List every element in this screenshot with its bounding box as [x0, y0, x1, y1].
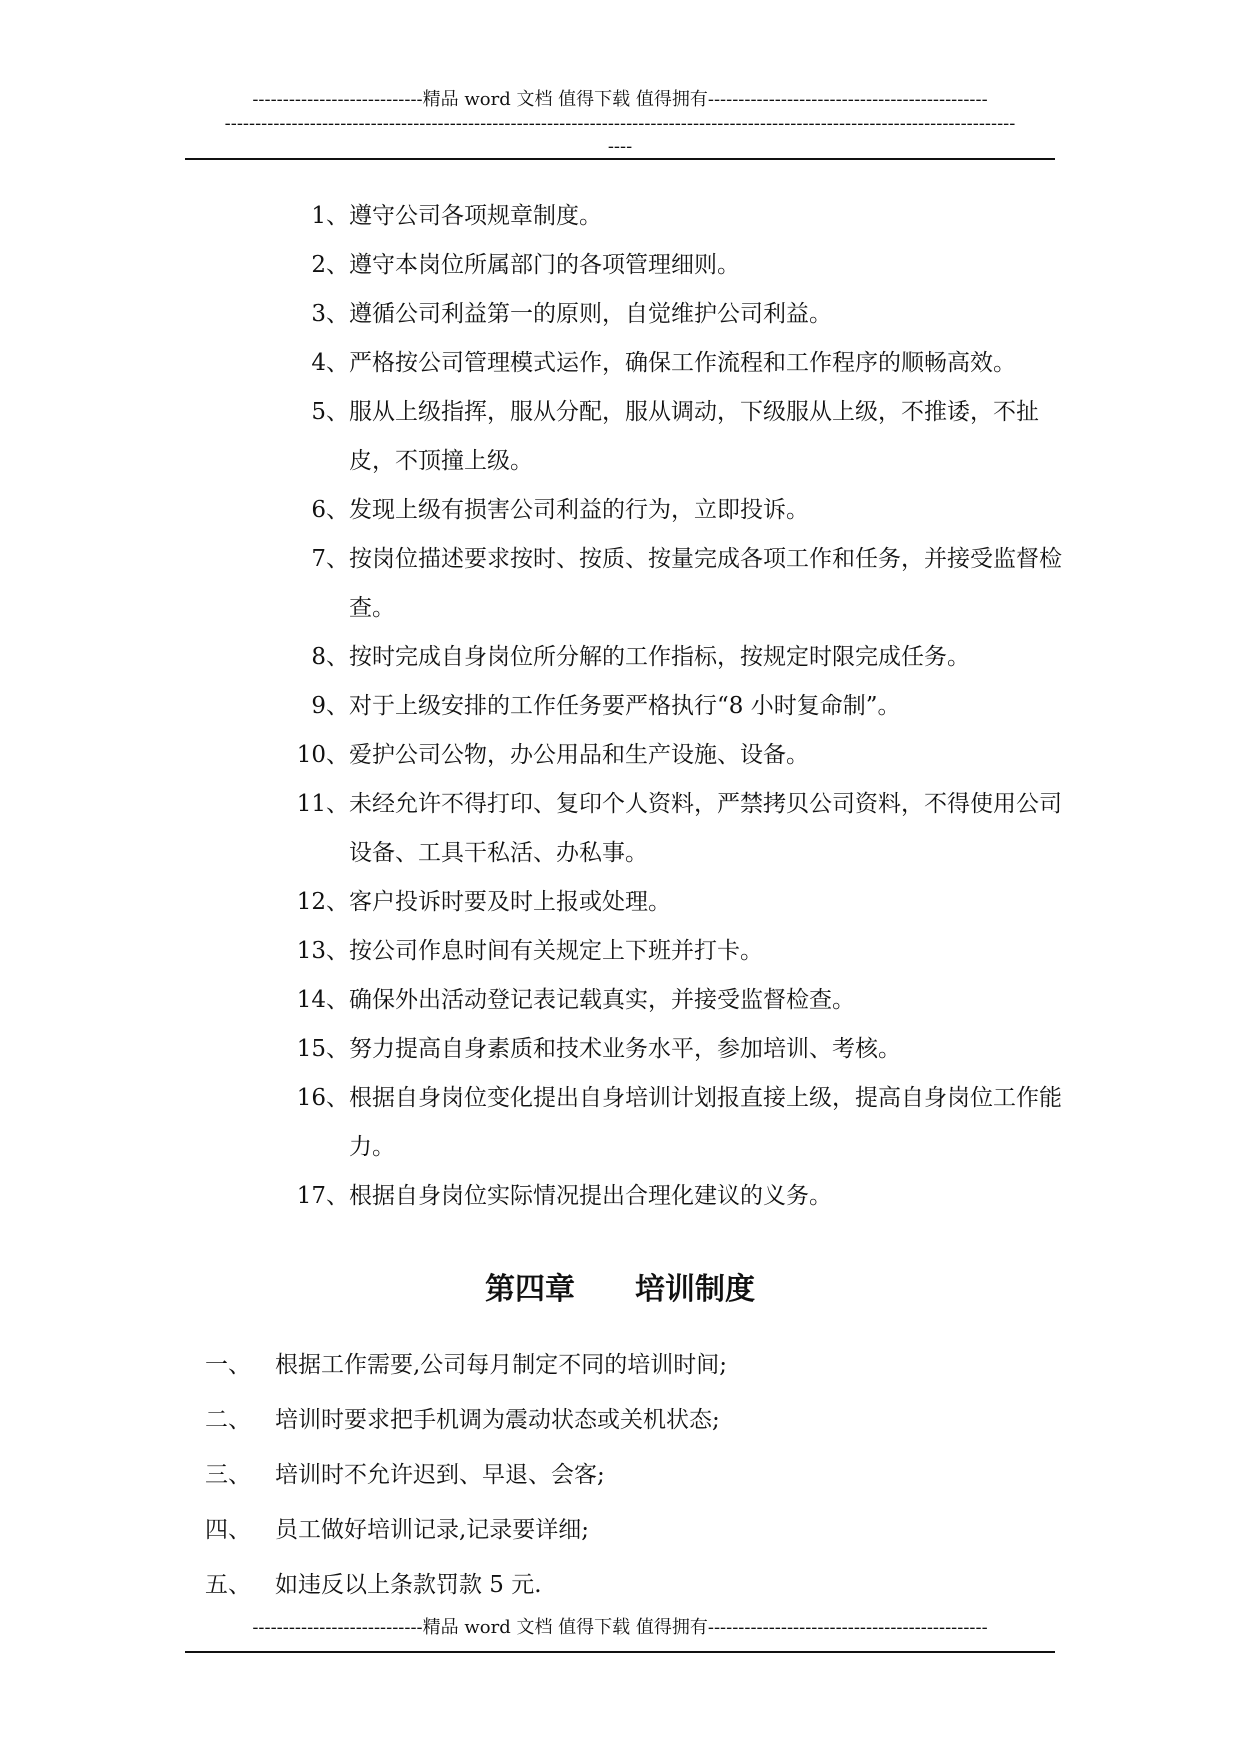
- header-line-2: ----------------------------------------------------------------------------------------------------------------------------------: [224, 113, 1016, 134]
- duty-item-11: [270, 780, 1070, 878]
- duty-number: 4: [311, 350, 326, 376]
- training-rule-text: 根据工作需要,公司每月制定不同的培训时间;: [275, 1352, 728, 1378]
- duty-separator: 、: [326, 301, 349, 327]
- duty-text: 遵循公司利益第一的原则，自觉维护公司利益。: [349, 301, 832, 327]
- duty-number: 11: [296, 791, 326, 817]
- duty-item-15: [270, 1025, 1070, 1074]
- duty-item-8: [270, 633, 1070, 682]
- duty-separator: 、: [326, 693, 349, 719]
- duty-number: 17: [296, 1183, 326, 1209]
- duty-text: 按公司作息时间有关规定上下班并打卡。: [349, 938, 763, 964]
- duty-number: 3: [311, 301, 326, 327]
- chapter-heading: [185, 1270, 1055, 1310]
- duty-separator: 、: [326, 497, 349, 523]
- training-rule-text: 培训时不允许迟到、早退、会客;: [275, 1462, 605, 1488]
- duty-number: 7: [311, 546, 326, 572]
- duty-number: 12: [296, 889, 326, 915]
- duty-item-14: [270, 976, 1070, 1025]
- footer-rule: [185, 1651, 1055, 1653]
- duty-text: 爱护公司公物，办公用品和生产设施、设备。: [349, 742, 809, 768]
- duty-separator: 、: [326, 1183, 349, 1209]
- training-rule-1: [205, 1338, 727, 1393]
- duty-number: 13: [296, 938, 326, 964]
- duty-number: 9: [311, 693, 326, 719]
- duty-separator: 、: [326, 742, 349, 768]
- footer-line: ----------------------------精品 word 文档 值得下载 值得拥有----------------------------------------------: [252, 1617, 988, 1638]
- training-rule-2: [205, 1393, 727, 1448]
- training-rules-list: [205, 1338, 727, 1613]
- duty-text: 发现上级有损害公司利益的行为，立即投诉。: [349, 497, 809, 523]
- chapter-title: 培训制度: [635, 1272, 755, 1307]
- duty-text: 未经允许不得打印、复印个人资料，严禁拷贝公司资料，不得使用公司设备、工具干私活、办私事。: [349, 791, 1062, 866]
- duty-text: 按时完成自身岗位所分解的工作指标，按规定时限完成任务。: [349, 644, 970, 670]
- duty-number: 8: [311, 644, 326, 670]
- training-rule-text: 员工做好培训记录,记录要详细;: [275, 1517, 590, 1543]
- duty-separator: 、: [326, 791, 349, 817]
- duty-separator: 、: [326, 889, 349, 915]
- duty-text: 努力提高自身素质和技术业务水平，参加培训、考核。: [349, 1036, 901, 1062]
- duty-separator: 、: [326, 938, 349, 964]
- duty-item-4: [270, 339, 1070, 388]
- duty-item-6: [270, 486, 1070, 535]
- duty-separator: 、: [326, 203, 349, 229]
- training-rule-number: 五、: [205, 1572, 251, 1598]
- duty-number: 16: [296, 1085, 326, 1111]
- training-rule-number: 一、: [205, 1352, 251, 1378]
- duty-separator: 、: [326, 399, 349, 425]
- duty-text: 遵守公司各项规章制度。: [349, 203, 602, 229]
- training-rule-number: 二、: [205, 1407, 251, 1433]
- duty-item-12: [270, 878, 1070, 927]
- duty-number: 5: [311, 399, 326, 425]
- duty-item-2: [270, 241, 1070, 290]
- duty-number: 1: [311, 203, 326, 229]
- duty-separator: 、: [326, 1085, 349, 1111]
- duty-item-7: [270, 535, 1070, 633]
- duty-item-1: [270, 192, 1070, 241]
- duty-item-16: [270, 1074, 1070, 1172]
- duty-separator: 、: [326, 546, 349, 572]
- duty-text: 根据自身岗位实际情况提出合理化建议的义务。: [349, 1183, 832, 1209]
- duty-number: 14: [296, 987, 326, 1013]
- duty-number: 10: [296, 742, 326, 768]
- chapter-number: 第四章: [485, 1272, 575, 1307]
- duty-text: 根据自身岗位变化提出自身培训计划报直接上级，提高自身岗位工作能力。: [349, 1085, 1062, 1160]
- training-rule-3: [205, 1448, 727, 1503]
- duty-separator: 、: [326, 1036, 349, 1062]
- header-rule: [185, 158, 1055, 160]
- duty-item-9: [270, 682, 1070, 731]
- training-rule-4: [205, 1503, 727, 1558]
- duty-text: 遵守本岗位所属部门的各项管理细则。: [349, 252, 740, 278]
- duty-text: 按岗位描述要求按时、按质、按量完成各项工作和任务，并接受监督检查。: [349, 546, 1062, 621]
- duty-text: 客户投诉时要及时上报或处理。: [349, 889, 671, 915]
- duty-item-17: [270, 1172, 1070, 1221]
- duty-number: 6: [311, 497, 326, 523]
- duty-text: 确保外出活动登记表记载真实，并接受监督检查。: [349, 987, 855, 1013]
- training-rule-text: 如违反以上条款罚款 5 元.: [275, 1572, 542, 1598]
- duty-item-13: [270, 927, 1070, 976]
- duty-item-3: [270, 290, 1070, 339]
- duty-separator: 、: [326, 350, 349, 376]
- training-rule-number: 四、: [205, 1517, 251, 1543]
- duty-separator: 、: [326, 252, 349, 278]
- header-line-3: ----: [607, 136, 633, 157]
- training-rule-text: 培训时要求把手机调为震动状态或关机状态;: [275, 1407, 720, 1433]
- training-rule-number: 三、: [205, 1462, 251, 1488]
- duty-separator: 、: [326, 987, 349, 1013]
- duty-text: 服从上级指挥，服从分配，服从调动，下级服从上级，不推诿，不扯皮，不顶撞上级。: [349, 399, 1039, 474]
- duty-item-10: [270, 731, 1070, 780]
- training-rule-5: [205, 1558, 727, 1613]
- duty-item-5: [270, 388, 1070, 486]
- duty-text: 对于上级安排的工作任务要严格执行“8 小时复命制”。: [349, 693, 901, 719]
- duty-number: 2: [311, 252, 326, 278]
- duty-list: [270, 192, 1070, 1221]
- duty-text: 严格按公司管理模式运作，确保工作流程和工作程序的顺畅高效。: [349, 350, 1016, 376]
- header-line-1: ----------------------------精品 word 文档 值得下载 值得拥有----------------------------------------------: [252, 89, 988, 110]
- duty-separator: 、: [326, 644, 349, 670]
- duty-number: 15: [296, 1036, 326, 1062]
